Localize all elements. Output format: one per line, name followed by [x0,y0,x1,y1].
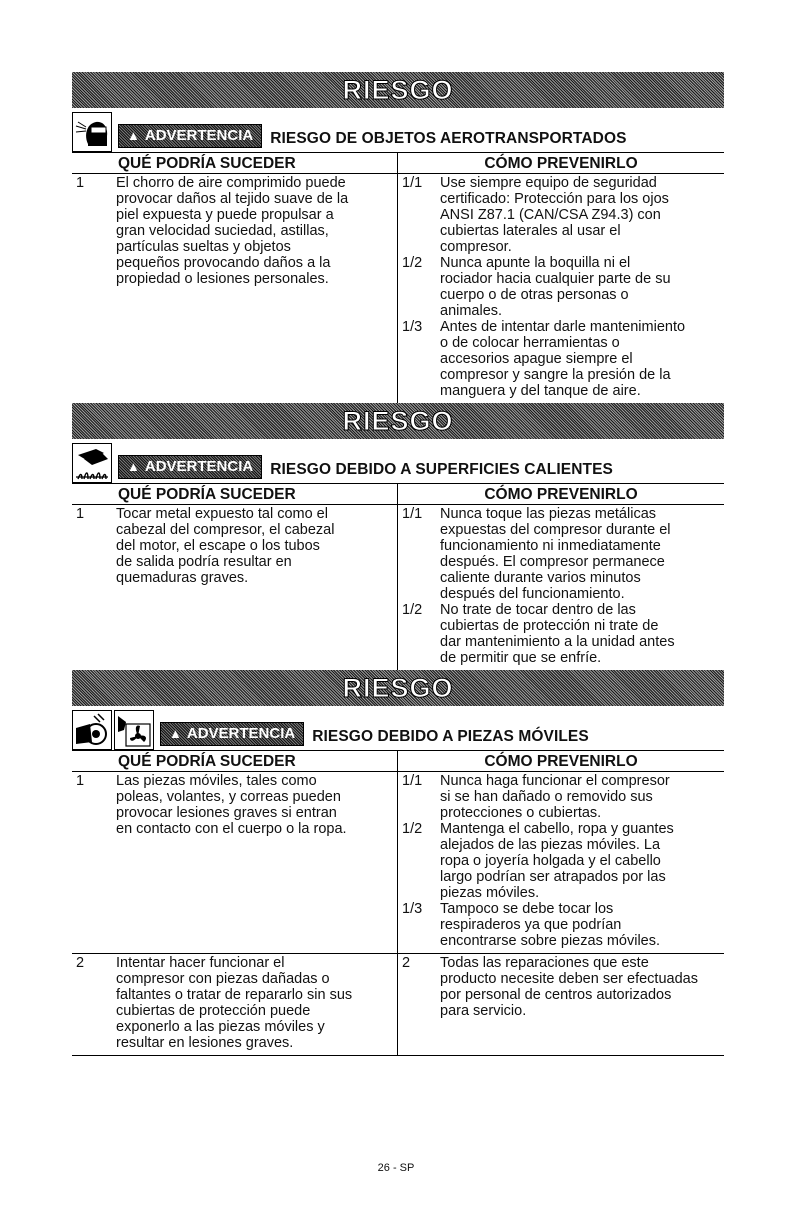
riesgo-banner [72,72,724,108]
col-header-left: QUÉ PODRÍA SUCEDER [72,751,398,771]
item-text: Nunca toque las piezas metálicas expuestas del compresor durante el funcionamiento ni inmediatamente después. El compresor permanece caliente durante varios minutos después del funcionamiento. [440,506,671,602]
item-text: Todas las reparaciones que este producto necesite deben ser efectuadas por personal de centros autorizados para servicio. [440,955,698,1019]
table-row [72,174,724,403]
warning-triangle-icon: ▲ [169,726,182,741]
item-code: 1/1 [402,175,423,191]
column-headers [72,484,724,505]
item-code: 1/2 [402,602,423,618]
prevention-item [398,901,724,949]
banner-text: RIESGO [342,405,454,436]
col-header-right: CÓMO PREVENIRLO [484,155,638,172]
column-headers [72,153,724,174]
advertencia-badge [118,455,262,479]
row-number: 2 [76,955,85,971]
item-code: 1/1 [402,506,423,522]
hazard-title: RIESGO DEBIDO A PIEZAS MÓVILES [312,728,589,745]
page-number: 26 - SP [377,1162,415,1174]
banner-text: RIESGO [342,74,454,105]
hazard-description: Intentar hacer funcionar el compresor con piezas dañadas o faltantes o tratar de repararlo sin sus cubiertas de protección puede exponerlo a las piezas móviles y resultar en lesiones graves. [116,955,353,1051]
hazard-section-moving-parts [72,670,724,1056]
item-code: 1/2 [402,821,423,837]
hazard-section-airborne [72,72,724,403]
table-row [72,953,724,1056]
hazard-description: Tocar metal expuesto tal como el cabezal del compresor, el cabezal del motor, el escape o los tubos de salida podría resultar en quemaduras graves. [116,506,335,586]
item-text: Nunca apunte la boquilla ni el rociador hacia cualquier parte de su cuerpo o de otras personas o animales. [440,255,671,319]
prevention-item [398,175,724,255]
prevention-item [398,821,724,901]
prevention-item [398,319,724,399]
prevention-item [398,955,724,1019]
hot-surface-icon [72,443,112,483]
banner-text: RIESGO [342,672,454,703]
col-header-left: QUÉ PODRÍA SUCEDER [72,153,398,173]
warning-triangle-icon: ▲ [127,128,140,143]
badge-label: ADVERTENCIA [144,458,254,475]
advertencia-badge [118,124,262,148]
fan-blade-icon [114,710,154,750]
prevention-item [398,602,724,666]
badge-label: ADVERTENCIA [186,725,296,742]
hazard-section-hot-surfaces [72,403,724,670]
item-code: 1/3 [402,901,423,917]
prevention-item [398,506,724,602]
row-number: 1 [76,773,85,789]
hazard-title: RIESGO DEBIDO A SUPERFICIES CALIENTES [270,461,613,478]
belt-pulley-icon [72,710,112,750]
item-code: 1/3 [402,319,423,335]
hazard-title: RIESGO DE OBJETOS AEROTRANSPORTADOS [270,130,627,147]
col-header-right: CÓMO PREVENIRLO [484,753,638,770]
col-header-left: QUÉ PODRÍA SUCEDER [72,484,398,504]
column-headers [72,751,724,772]
item-text: No trate de tocar dentro de las cubiertas de protección ni trate de dar mantenimiento a la unidad antes de permitir que se enfríe. [440,602,675,666]
table-row [72,772,724,953]
item-text: Nunca haga funcionar el compresor si se han dañado o removido sus protecciones o cubiertas. [440,773,670,821]
item-code: 2 [402,955,411,971]
item-text: Use siempre equipo de seguridad certificado: Protección para los ojos ANSI Z87.1 (CAN/CSA Z94.3) con cubiertas laterales al usar el compresor. [440,175,669,255]
item-code: 1/1 [402,773,423,789]
page-content [72,72,724,1056]
col-header-right: CÓMO PREVENIRLO [484,486,638,503]
prevention-item [398,255,724,319]
advertencia-badge [160,722,304,746]
riesgo-banner [72,403,724,439]
item-text: Mantenga el cabello, ropa y guantes alejados de las piezas móviles. La ropa o joyería holgada y el cabello largo podrían ser atrapados por las piezas móviles. [440,821,674,901]
hazard-description: Las piezas móviles, tales como poleas, volantes, y correas pueden provocar lesiones graves si entran en contacto con el cuerpo o la ropa. [116,773,347,837]
prevention-item [398,773,724,821]
riesgo-banner [72,670,724,706]
warning-triangle-icon: ▲ [127,459,140,474]
item-text: Tampoco se debe tocar los respiraderos ya que podrían encontrarse sobre piezas móviles. [440,901,661,949]
table-row [72,505,724,670]
eye-protection-icon [72,112,112,152]
item-code: 1/2 [402,255,423,271]
hazard-description: El chorro de aire comprimido puede provocar daños al tejido suave de la piel expuesta y puede propulsar a gran velocidad suciedad, astillas, partículas sueltas y objetos pequeños provocando daños a la propiedad o lesiones personales. [116,175,349,287]
row-number: 1 [76,175,85,191]
hazard-header [72,439,724,484]
badge-label: ADVERTENCIA [144,127,254,144]
row-number: 1 [76,506,85,522]
hazard-header [72,706,724,751]
item-text: Antes de intentar darle mantenimiento o de colocar herramientas o accesorios apague siempre el compresor y sangre la presión de la manguera y del tanque de aire. [440,319,686,399]
hazard-header [72,108,724,153]
